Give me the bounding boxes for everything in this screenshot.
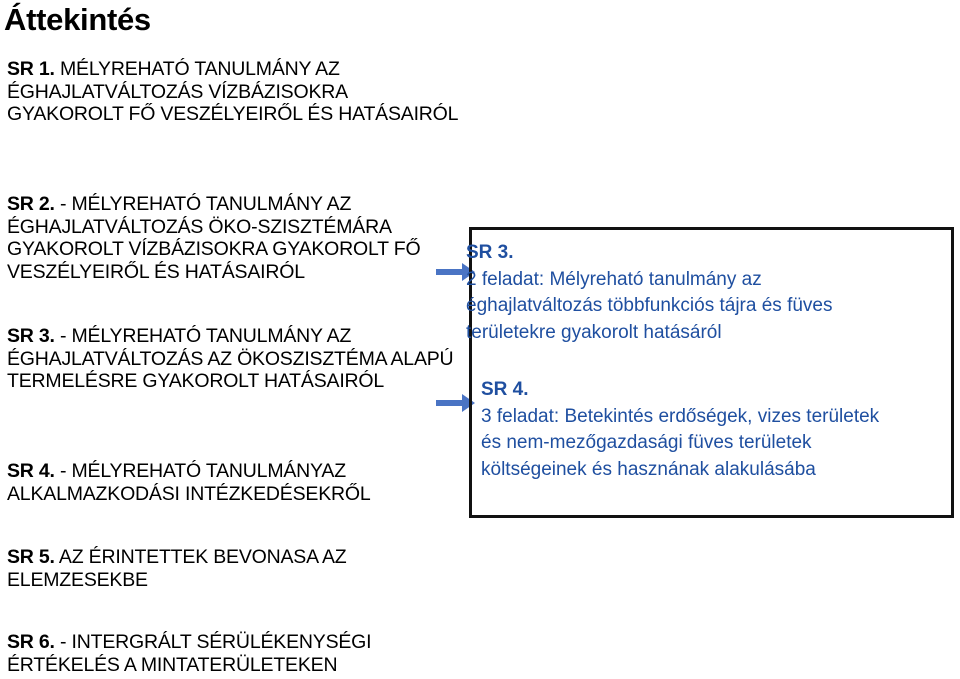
sr3-line: - MÉLYREHATÓ TANULMÁNY AZ: [54, 325, 352, 347]
box-sr4-line: 3 feladat: Betekintés erdőségek, vizes területek: [481, 405, 880, 427]
sr1-section: [7, 58, 458, 126]
sr1-label: SR 1.: [7, 58, 55, 80]
box-sr3-line: 2 feladat: Mélyreható tanulmány az: [466, 268, 762, 290]
box-sr4: [481, 377, 879, 483]
sr2-line: VESZÉLYEIRŐL ÉS HATÁSAIRÓL: [7, 260, 305, 283]
sr1-line: ÉGHAJLATVÁLTOZÁS VÍZBÁZISOKRA: [7, 80, 348, 103]
sr3-line: ÉGHAJLATVÁLTOZÁS AZ ÖKOSZISZTÉMA ALAPÚ: [7, 347, 454, 370]
page-title: Áttekintés: [4, 2, 151, 37]
sr6-line: - INTERGRÁLT SÉRÜLÉKENYSÉGI: [54, 631, 372, 653]
sr6-section: [7, 631, 371, 676]
box-sr4-heading: SR 4.: [481, 379, 529, 400]
sr2-line: GYAKOROLT VÍZBÁZISOKRA GYAKOROLT FŐ: [7, 238, 421, 260]
sr4-section: [7, 460, 371, 505]
sr4-line: ALKALMAZKODÁSI INTÉZKEDÉSEKRŐL: [7, 482, 371, 505]
sr5-line: ELEMZESEKBE: [7, 568, 148, 591]
sr5-line: AZ ÉRINTETTEK BEVONASA AZ: [54, 546, 347, 568]
sr2-line: - MÉLYREHATÓ TANULMÁNY AZ: [54, 193, 352, 215]
sr1-line: MÉLYREHATÓ TANULMÁNY AZ: [54, 58, 340, 80]
sr2-label: SR 2.: [7, 193, 55, 215]
box-sr3: [466, 240, 833, 346]
box-sr3-line: éghajlatváltozás többfunkciós tájra és füves: [466, 295, 833, 316]
sr2-line: ÉGHAJLATVÁLTOZÁS ÖKO-SZISZTÉMÁRA: [7, 215, 392, 238]
sr3-line: TERMELÉSRE GYAKOROLT HATÁSAIRÓL: [7, 370, 385, 392]
box-sr4-line: és nem-mezőgazdasági füves területek: [481, 432, 812, 453]
sr2-section: [7, 193, 420, 283]
sr3-section: [7, 325, 453, 393]
sr6-label: SR 6.: [7, 631, 55, 653]
sr5-section: [7, 546, 347, 591]
box-sr3-line: területekre gyakorolt hatásáról: [466, 321, 722, 343]
sr4-line: - MÉLYREHATÓ TANULMÁNYAZ: [54, 460, 346, 482]
box-sr3-heading: SR 3.: [466, 242, 514, 263]
sr1-line: GYAKOROLT FŐ VESZÉLYEIRŐL ÉS HATÁSAIRÓL: [7, 103, 459, 125]
sr6-line: ÉRTÉKELÉS A MINTATERÜLETEKEN: [7, 653, 338, 676]
sr3-label: SR 3.: [7, 325, 55, 347]
sr4-label: SR 4.: [7, 460, 55, 482]
sr5-label: SR 5.: [7, 546, 55, 568]
box-sr4-line: költségeinek és hasznának alakulásába: [481, 458, 816, 480]
